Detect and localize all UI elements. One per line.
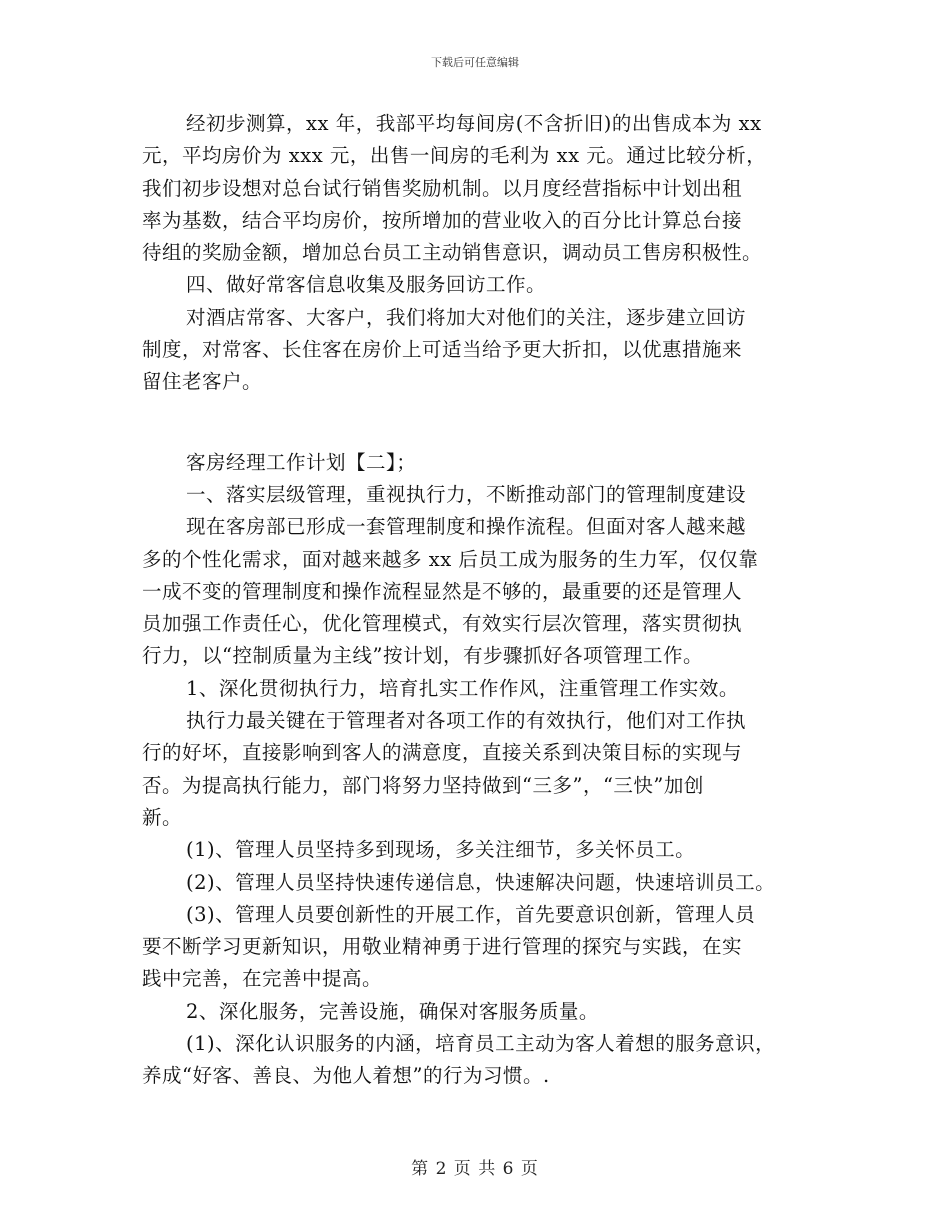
- paragraph-line: 制度，对常客、长住客在房价上可适当给予更大折扣，以优惠措施来: [142, 338, 743, 362]
- list-item: (3)、管理人员要创新性的开展工作，首先要意识创新，管理人员: [186, 902, 756, 926]
- paragraph-line: 率为基数，结合平均房价，按所增加的营业收入的百分比计算总台接: [142, 208, 743, 232]
- paragraph-line: 对酒店常客、大客户，我们将加大对他们的关注，逐步建立回访: [186, 305, 747, 329]
- paragraph-line: 现在客房部已形成一套管理制度和操作流程。但面对客人越来越: [186, 515, 747, 539]
- paragraph-line: 多的个性化需求，面对越来越多 xx 后员工成为服务的生力军，仅仅靠: [142, 547, 759, 571]
- section-gap: [142, 399, 832, 447]
- document-body: [142, 108, 832, 1093]
- page-footer: 第 2 页 共 6 页: [411, 1159, 539, 1179]
- section-heading: 一、落实层级管理，重视执行力，不断推动部门的管理制度建设: [186, 482, 747, 506]
- paragraph-line: 待组的奖励金额，增加总台员工主动销售意识，调动员工售房积极性。: [142, 241, 763, 265]
- subsection-heading: 2、深化服务，完善设施，确保对客服务质量。: [186, 999, 599, 1023]
- paragraph-line: 元，平均房价为 xxx 元，出售一间房的毛利为 xx 元。通过比较分析，: [142, 144, 767, 168]
- paragraph-line: 经初步测算，xx 年，我部平均每间房(不含折旧)的出售成本为 xx: [186, 112, 762, 135]
- list-item: (2)、管理人员坚持快速传递信息，快速解决问题，快速培训员工。: [186, 870, 776, 894]
- paragraph-line: 要不断学习更新知识，用敬业精神勇于进行管理的探究与实践，在实: [142, 935, 743, 959]
- list-item: (1)、管理人员坚持多到现场，多关注细节，多关怀员工。: [186, 838, 696, 862]
- paragraph-line: 践中完善，在完善中提高。: [142, 967, 383, 991]
- page-header: 下载后可任意编辑: [431, 56, 519, 69]
- paragraph-line: 养成“好客、善良、为他人着想”的行为习惯。.: [142, 1064, 550, 1088]
- paragraph-line: 否。为提高执行能力，部门将努力坚持做到“三多”，“三快”加创: [142, 773, 704, 797]
- subsection-heading: 1、深化贯彻执行力，培育扎实工作作风，注重管理工作实效。: [186, 676, 739, 700]
- paragraph-line: 行力，以“控制质量为主线”按计划，有步骤抓好各项管理工作。: [142, 644, 703, 668]
- paragraph-line: 我们初步设想对总台试行销售奖励机制。以月度经营指标中计划出租: [142, 176, 743, 200]
- section-heading: 四、做好常客信息收集及服务回访工作。: [186, 273, 547, 297]
- paragraph-line: 行的好坏，直接影响到客人的满意度，直接关系到决策目标的实现与: [142, 741, 743, 765]
- section-title: 客房经理工作计划【二】；: [186, 450, 417, 474]
- paragraph-line: 执行力最关键在于管理者对各项工作的有效执行，他们对工作执: [186, 709, 747, 733]
- list-item: (1)、深化认识服务的内涵，培育员工主动为客人着想的服务意识，: [186, 1032, 776, 1056]
- paragraph-line: 新。: [142, 805, 183, 829]
- paragraph-line: 员加强工作责任心，优化管理模式，有效实行层次管理，落实贯彻执: [142, 612, 743, 636]
- paragraph-line: 一成不变的管理制度和操作流程显然是不够的，最重要的还是管理人: [142, 579, 743, 603]
- paragraph-line: 留住老客户。: [142, 370, 263, 394]
